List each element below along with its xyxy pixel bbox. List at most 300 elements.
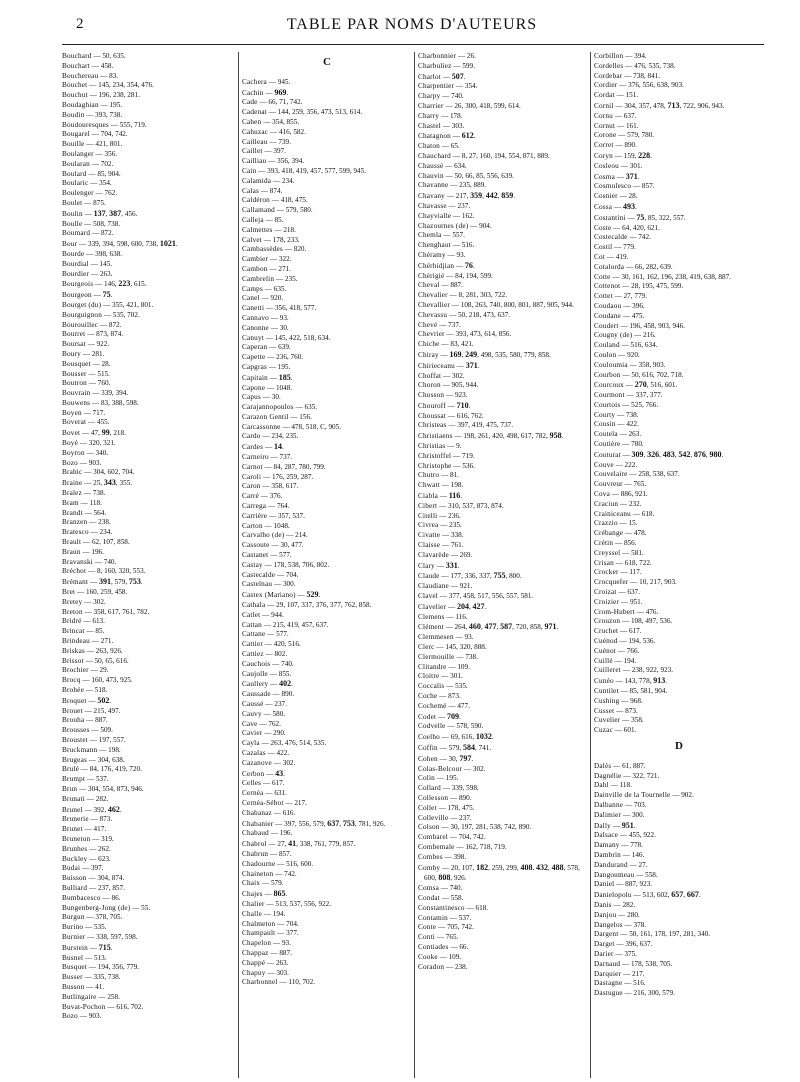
author-name: Crazzio: [594, 519, 618, 528]
page-reference: 422: [276, 748, 288, 757]
page-reference: 185: [278, 372, 291, 382]
page-reference: 419: [114, 765, 126, 774]
page-header: [62, 14, 762, 38]
page-reference: 287: [284, 462, 296, 471]
page-reference: 535: [93, 923, 105, 932]
page-reference: 944: [465, 381, 477, 390]
page-reference: 458: [643, 321, 655, 330]
index-entry: Burgun — 378, 705.: [62, 913, 123, 922]
author-name: Dargent: [594, 930, 619, 939]
page-reference: 455: [96, 418, 108, 427]
page-reference: 617: [107, 607, 119, 616]
page-reference: 161: [639, 930, 651, 939]
page-reference: 216: [633, 989, 645, 998]
page-reference: 639: [660, 262, 671, 271]
page-reference: 198: [450, 481, 462, 490]
author-name: Bozo: [62, 1012, 78, 1021]
author-name: Canel: [242, 294, 260, 303]
page-reference: 84: [455, 271, 463, 280]
page-reference: 258: [107, 992, 119, 1001]
author-name: Cottet: [594, 292, 613, 301]
page-reference: 137: [93, 208, 106, 218]
author-name: Burgun: [62, 913, 85, 922]
author-name: Clermouille: [418, 652, 455, 661]
index-entry: Bouchereau — 83.: [62, 71, 119, 80]
author-name: Charlot: [418, 72, 441, 81]
author-name: Chazournes (de): [418, 221, 469, 230]
page-reference: 358: [271, 482, 283, 491]
author-name: Collet: [418, 803, 437, 812]
index-entry: Dalsace — 455, 922.: [594, 831, 656, 840]
index-entry: Civatte — 338.: [418, 531, 464, 540]
index-entry: Chaix — 579.: [242, 879, 284, 888]
author-name: Dastagne: [594, 979, 623, 988]
page-reference: 422: [626, 420, 638, 429]
page-reference: 109: [448, 952, 460, 961]
page-reference: 761: [122, 607, 134, 616]
index-entry: Constantinesco — 618.: [418, 903, 489, 912]
author-name: Calmettes: [242, 225, 273, 234]
page-reference: 765: [633, 480, 645, 489]
index-entry: Clemens — 116.: [418, 612, 468, 621]
page-reference: 340: [697, 930, 709, 939]
page-reference: 194: [272, 909, 284, 918]
author-name: Cadenat: [242, 108, 267, 117]
page-reference: 536: [659, 617, 671, 626]
page-reference: 422: [289, 333, 300, 342]
page-reference: 887: [718, 272, 730, 281]
page-reference: 634: [454, 161, 465, 170]
page-reference: 761: [314, 840, 325, 849]
page-reference: 420: [632, 223, 644, 232]
index-entry: Brousses — 509.: [62, 726, 113, 735]
author-name: Bovet: [62, 429, 81, 438]
page-reference: 29: [99, 666, 107, 675]
page-reference: 432: [536, 862, 549, 872]
index-entry: Chérhidjian — 76.: [418, 260, 475, 270]
author-name: Danis: [594, 900, 612, 909]
page-reference: 873: [448, 692, 459, 700]
page-reference: 233: [287, 235, 298, 244]
index-entry: Cosmulesco — 857.: [594, 182, 655, 191]
page-reference: 159: [623, 151, 635, 160]
author-name: Cayla: [242, 739, 260, 748]
index-entry: Bouille — 421, 801.: [62, 140, 123, 149]
page-reference: 377: [330, 601, 341, 610]
page-reference: 160: [85, 588, 97, 597]
author-name: Chaix: [242, 879, 261, 888]
index-entry: Cachera — 945.: [242, 77, 291, 86]
author-name: Clitandre: [418, 662, 447, 671]
page-reference: 93: [464, 633, 472, 642]
author-name: Cougny (de): [594, 331, 633, 340]
index-entry: Bravanski — 740.: [62, 557, 117, 566]
page-reference: 264: [454, 623, 466, 632]
index-entry: Capgras — 195.: [242, 362, 291, 371]
page-reference: 69: [450, 733, 458, 742]
author-name: Bouvrain: [62, 389, 91, 398]
page-reference: 872: [100, 229, 112, 238]
author-name: Bret: [62, 588, 76, 597]
author-name: Ciabla: [418, 492, 438, 501]
author-name: Corbillon: [594, 52, 624, 60]
page-reference: 577: [276, 630, 287, 639]
index-entry: Chabrun — 857.: [242, 849, 292, 858]
author-name: Coelho: [418, 733, 440, 742]
index-entry: Coryn — 159, 228.: [594, 150, 652, 160]
page-reference: 30: [271, 393, 279, 402]
author-name: Christoffel: [418, 451, 452, 460]
page-reference: 1032: [475, 732, 492, 742]
page-reference: 162: [646, 272, 658, 281]
index-entry: Crébange — 478.: [594, 529, 647, 538]
page-reference: 926: [453, 874, 465, 883]
index-entry: Carrega — 764.: [242, 502, 290, 511]
author-name: Carneiro: [242, 453, 269, 462]
page-reference: 888: [474, 643, 485, 652]
index-entry: Carajannopoulos — 635.: [242, 403, 318, 412]
author-name: Cooke: [418, 952, 438, 961]
page-reference: 249: [465, 349, 478, 359]
page-reference: 421: [461, 340, 472, 349]
index-entry: Brohée — 518.: [62, 686, 108, 694]
author-name: Codet: [418, 712, 437, 721]
page-reference: 388: [111, 398, 123, 407]
index-entry: Bourret — 873, 874.: [62, 330, 124, 339]
author-name: Brissot: [62, 656, 84, 665]
author-name: Brémant: [62, 578, 89, 587]
author-name: Carré: [242, 492, 259, 501]
page-reference: 301: [450, 672, 461, 681]
page-reference: 397: [457, 421, 469, 430]
page-reference: 376: [269, 492, 281, 501]
index-column-3: [418, 52, 588, 1078]
page-reference: 722: [639, 558, 650, 567]
page-reference: 338: [450, 531, 462, 540]
index-entry: Clerc — 145, 320, 888.: [418, 643, 487, 652]
author-name: Crainiceanu: [594, 509, 631, 518]
section-letter: C: [323, 56, 331, 68]
index-entry: Canetti — 356, 418, 577.: [242, 304, 317, 313]
page-reference: 234: [281, 176, 293, 185]
page-reference: 857: [342, 840, 354, 849]
page-reference: 537: [458, 913, 470, 922]
author-name: Coradon: [418, 962, 445, 971]
page-reference: 855: [278, 669, 290, 678]
page-reference: 618: [641, 509, 653, 518]
page-reference: 302: [452, 371, 463, 380]
index-entry: Caujolle — 855.: [242, 669, 292, 678]
index-entry: Coutière — 780.: [594, 440, 644, 449]
index-entry: Colleville — 237.: [418, 813, 472, 822]
page-reference: 238: [675, 272, 687, 281]
author-name: Claude: [418, 572, 440, 581]
page-reference: 25: [93, 479, 101, 488]
index-entry: Cuntilet — 85, 581, 904.: [594, 687, 668, 695]
page-reference: 617: [271, 779, 283, 788]
index-entry: Chevrier — 393, 473, 614, 856.: [418, 330, 512, 339]
page-reference: 310: [447, 501, 459, 510]
page-reference: 50: [457, 310, 466, 319]
index-entry: Callamand — 579, 580.: [242, 206, 313, 215]
index-entry: Courmont — 337, 377.: [594, 391, 663, 400]
index-entry: Brissot — 50, 65, 616.: [62, 656, 129, 665]
page-reference: 178: [273, 560, 285, 569]
author-name: Damany: [594, 841, 620, 850]
page-reference: 857: [278, 849, 290, 858]
index-entry: Brunhes — 262.: [62, 844, 111, 853]
page-reference: 28: [631, 282, 639, 291]
index-entry: Cloitre — 301.: [418, 672, 463, 681]
author-name: Crocker: [594, 568, 619, 577]
index-entry: Couloumia — 358, 903.: [594, 360, 666, 369]
page-reference: 377: [448, 592, 460, 601]
author-name: Cibert: [418, 501, 438, 510]
author-name: Chevalier: [418, 291, 448, 300]
index-entry: Cernéa-Sébot — 217.: [242, 798, 307, 807]
page-reference: 923: [454, 391, 466, 400]
index-entry: Boutron — 760.: [62, 379, 111, 388]
page-reference: 339: [451, 784, 463, 793]
page-reference: 738: [107, 219, 119, 228]
page-reference: 81: [449, 471, 458, 480]
page-reference: 28: [101, 359, 109, 368]
page-reference: 402: [279, 679, 292, 689]
page-reference: 354: [126, 81, 138, 90]
index-entry: Chérigié — 84, 194, 599.: [418, 271, 493, 280]
index-entry: Chirieceanu — 371.: [418, 360, 480, 370]
page-reference: 873: [116, 784, 128, 793]
page-reference: 779: [523, 350, 535, 359]
page-reference: 616: [456, 411, 468, 420]
page-reference: 107: [102, 538, 114, 547]
index-entry: Chabanier — 397, 556, 579, 637, 753, 781, 926.: [242, 818, 386, 828]
author-name: Brocq: [62, 676, 81, 685]
page-reference: 421: [95, 140, 107, 149]
page-reference: 517: [477, 592, 489, 601]
page-reference: 906: [697, 101, 709, 110]
author-name: Colson: [418, 823, 440, 832]
author-name: Boulanger: [62, 149, 94, 158]
index-entry: Chazournes (de) — 904.: [418, 221, 492, 230]
index-entry: Chiray — 169, 249, 498, 535, 580, 779, 858.: [418, 349, 551, 359]
index-columns: [62, 52, 764, 1078]
page-reference: 376: [628, 81, 639, 90]
page-reference: 457: [301, 620, 313, 629]
page-reference: 194: [494, 151, 505, 160]
page-reference: 300: [631, 810, 643, 819]
page-reference: 392: [93, 805, 105, 814]
page-reference: 455: [628, 831, 640, 840]
page-reference: 766: [626, 646, 638, 655]
index-entry: Briskas — 263, 926.: [62, 646, 123, 655]
page-reference: 702: [656, 370, 668, 379]
index-entry: Dangelos — 378.: [594, 920, 647, 929]
page-reference: 762: [471, 411, 482, 420]
page-reference: 616: [116, 1002, 128, 1011]
author-name: Capone: [242, 383, 266, 392]
page-reference: 637: [639, 940, 651, 949]
page-reference: 322: [658, 213, 670, 222]
index-entry: Chemla — 557.: [418, 231, 465, 240]
author-name: Cochemé: [418, 701, 447, 710]
page-reference: 473: [469, 330, 481, 339]
author-name: Creyssel: [594, 548, 621, 557]
author-name: Brousses: [62, 726, 90, 735]
page-reference: 259: [292, 108, 303, 117]
index-entry: Courbon — 50, 616, 702, 718.: [594, 370, 684, 379]
author-name: Chéramy: [418, 250, 446, 259]
author-name: Chevé: [418, 320, 438, 329]
page-reference: 393: [95, 110, 106, 119]
page-reference: 705: [446, 923, 458, 932]
index-entry: Bourguignon — 535, 702.: [62, 310, 140, 319]
index-entry: Chabrol — 27, 41, 338, 761, 779, 857.: [242, 839, 356, 849]
author-name: Chutro: [418, 471, 440, 480]
index-entry: Cattiez — 802.: [242, 650, 288, 659]
page-reference: 234: [99, 528, 111, 537]
page-reference: 637: [327, 818, 340, 828]
index-entry: Crocquefer — 10, 217, 903.: [594, 578, 677, 587]
author-name: Cohen: [418, 754, 438, 763]
author-name: Codvelle: [418, 722, 446, 731]
index-entry: Branzen — 238.: [62, 518, 111, 527]
index-entry: Chappaz — 887.: [242, 948, 292, 957]
index-entry: Chavanne — 235, 889.: [418, 181, 487, 190]
index-entry: Chavany — 217, 359, 442, 859.: [418, 191, 516, 201]
author-name: Castelnau: [242, 580, 273, 589]
index-entry: Broustet — 197, 557.: [62, 735, 126, 744]
page-reference: 110: [288, 978, 299, 987]
author-name: Cosma: [594, 172, 615, 181]
page-reference: 738: [145, 240, 157, 249]
index-entry: Cadenat — 144, 259, 356, 473, 513, 614.: [242, 108, 363, 117]
index-entry: Chwatt — 198.: [418, 481, 464, 490]
page-reference: 922: [646, 666, 657, 675]
author-name: Caujolle: [242, 669, 268, 678]
page-reference: 797: [459, 753, 472, 763]
page-reference: 198: [463, 432, 475, 441]
page-reference: 742: [473, 833, 484, 842]
page-reference: 93: [456, 250, 464, 259]
author-name: Caperan: [242, 343, 268, 352]
author-name: Cardes: [242, 443, 264, 452]
index-entry: Chouroff — 710.: [418, 400, 471, 410]
column-divider: [414, 52, 415, 1078]
index-column-1: [62, 52, 232, 1078]
author-name: Boyé: [62, 439, 78, 448]
page-reference: 718: [670, 370, 682, 379]
index-entry: Chevallier — 108, 263, 740, 800, 801, 887, 905, 944.: [418, 300, 574, 309]
page-reference: 581: [631, 548, 642, 557]
page-reference: 420: [273, 640, 285, 649]
index-entry: Chalier — 513, 537, 556, 922.: [242, 899, 332, 908]
page-reference: 667: [686, 890, 699, 900]
index-entry: Creyssel — 581.: [594, 548, 644, 557]
index-entry: Collet — 178, 475.: [418, 803, 475, 812]
index-entry: Cosnier — 28.: [594, 192, 638, 201]
page-reference: 258: [638, 470, 650, 479]
page-reference: 178: [654, 930, 666, 939]
page-reference: 419: [287, 620, 298, 629]
page-reference: 873: [96, 330, 107, 339]
author-name: Cotte: [594, 272, 611, 281]
page-reference: 1048: [275, 383, 291, 392]
page-reference: 178: [447, 803, 459, 812]
page-reference: 458: [114, 588, 126, 597]
author-name: Chouroff: [418, 401, 446, 410]
index-entry: Boury — 281.: [62, 349, 105, 358]
page-reference: 393: [267, 166, 278, 175]
index-entry: Chapuy — 303.: [242, 968, 289, 977]
index-entry: Cachin — 969.: [242, 87, 289, 97]
author-name: Cornut: [594, 121, 616, 130]
page-reference: 85: [274, 215, 282, 224]
author-name: Capitain: [242, 373, 268, 382]
page-reference: 554: [102, 784, 114, 793]
index-entry: Cauchois — 740.: [242, 659, 294, 668]
index-entry: Courtois — 525, 766.: [594, 400, 659, 409]
index-entry: Cardo — 234, 235.: [242, 432, 299, 441]
author-name: Chevallier: [418, 300, 450, 309]
page-reference: 579: [270, 879, 282, 888]
index-entry: Comby — 20, 107, 182, 259, 299, 408, 432, 488, 578, 600, 808, 926.: [418, 862, 580, 883]
author-name: Dainville de la Tournelle: [594, 791, 671, 800]
index-entry: Carazon Gentil — 156.: [242, 412, 312, 421]
index-entry: Castay — 178, 538, 706, 802.: [242, 560, 330, 569]
page-reference: 537: [95, 775, 107, 784]
page-reference: 921: [635, 490, 646, 499]
page-reference: 197: [461, 823, 472, 832]
index-column-4: [594, 52, 764, 1078]
author-name: Combarel: [418, 833, 448, 842]
index-entry: Cathala — 29, 107, 337, 376, 377, 762, 858.: [242, 601, 372, 610]
page-reference: 579: [114, 578, 126, 587]
page-reference: 703: [633, 800, 645, 809]
author-name: Canonne: [242, 323, 269, 332]
page-reference: 637: [627, 588, 639, 597]
page-reference: 856: [623, 539, 635, 548]
page-reference: 874: [111, 874, 123, 883]
author-name: Combes: [418, 852, 443, 861]
page-reference: 905: [451, 381, 463, 390]
index-entry: Cosma — 371.: [594, 171, 640, 181]
page-reference: 857: [112, 883, 124, 892]
index-entry: Dastugue — 216, 300, 579.: [594, 989, 675, 998]
author-name: Castay: [242, 560, 263, 569]
author-name: Coutela: [594, 430, 618, 439]
index-entry: Caillet — 397.: [242, 147, 286, 156]
author-name: Castex (Mariano): [242, 591, 296, 600]
author-name: Chavanne: [418, 181, 449, 190]
author-name: Croizat: [594, 588, 617, 597]
author-name: Crocquefer: [594, 578, 629, 587]
page-reference: 146: [104, 280, 115, 289]
page-reference: 556: [642, 81, 654, 90]
author-name: Clavelier: [418, 602, 447, 611]
page-reference: 742: [284, 869, 295, 878]
page-reference: 15: [628, 519, 636, 528]
index-entry: Boumard — 872.: [62, 229, 114, 238]
index-entry: Darnaud — 178, 538, 705.: [594, 959, 673, 968]
page-reference: 779: [623, 243, 634, 252]
page-reference: 64: [622, 223, 630, 232]
index-entry: Cailliau — 356, 394.: [242, 157, 305, 166]
index-entry: Cassoute — 30, 477.: [242, 541, 304, 550]
index-entry: Dambrin — 146.: [594, 850, 645, 859]
index-entry: Cheval — 887.: [418, 281, 463, 290]
index-entry: Cordelles — 476, 535, 738.: [594, 61, 676, 70]
